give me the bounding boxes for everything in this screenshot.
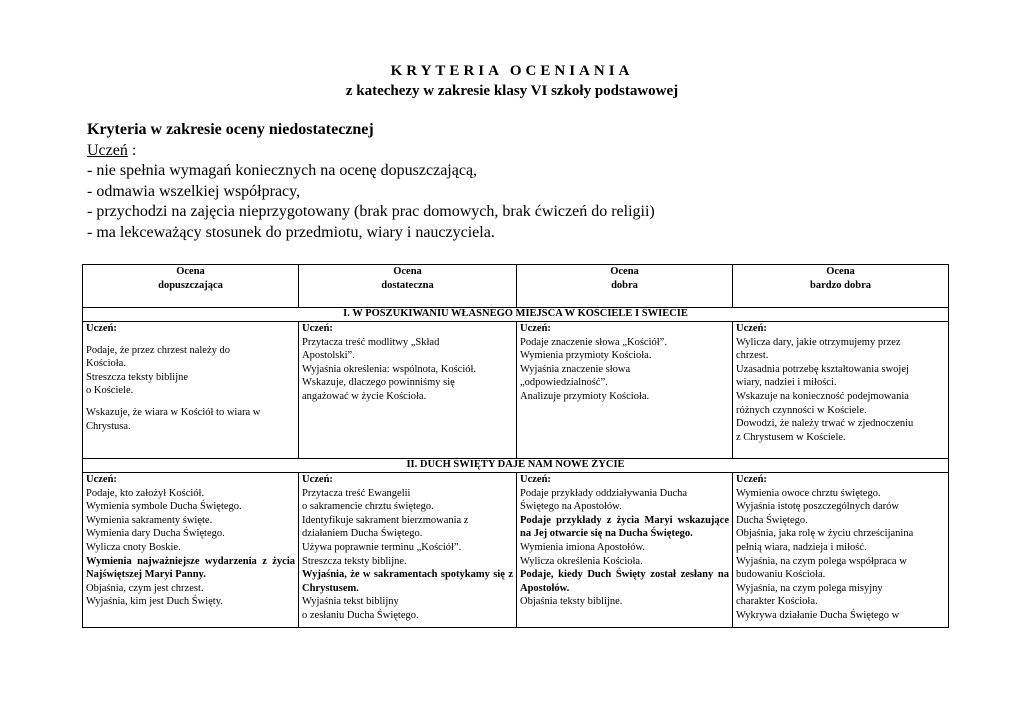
document-title: KRYTERIA OCENIANIA — [390, 63, 634, 79]
uczen-label: Uczeń — [87, 141, 128, 159]
section-title-row — [83, 459, 949, 473]
criteria-item: - odmawia wszelkiej współpracy, — [87, 182, 301, 200]
table-header-row — [83, 265, 949, 308]
table-cell: Uczeń: Przytacza treść Ewangelii o sakramencie chrztu świętego. Identyfikuje sakrament bierzmowania z działaniem Ducha Świętego. Używa poprawnie terminu „Kościół”. Streszcza teksty biblijne. Wyjaśnia, że w sakramentach spotykamy się z Chrystusem. Wyjaśnia tekst biblijny o zesłaniu Ducha Świętego. — [299, 473, 517, 628]
criteria-item: - ma lekceważący stosunek do przedmiotu, wiary i nauczyciela. — [87, 223, 495, 241]
section-title: I. W POSZUKIWANIU WŁASNEGO MIEJSCA W KOŚCIELE I ŚWIECIE — [83, 308, 949, 322]
table-cell: Uczeń: Podaje, kto założył Kościół. Wymienia symbole Ducha Świętego. Wymienia sakramenty święte. Wymienia dary Ducha Świętego. Wylicza cnoty Boskie. Wymienia najważniejsze wydarzenia z życia Najświętszej Maryi Panny. Objaśnia, czym jest chrzest. Wyjaśnia, kim jest Duch Święty. — [83, 473, 299, 628]
section-title-row — [83, 308, 949, 322]
uczen-line — [87, 141, 655, 162]
table-row — [83, 473, 949, 628]
table-cell: Uczeń: Wylicza dary, jakie otrzymujemy przez chrzest. Uzasadnia potrzebę kształtowania swojej wiary, nadziei i miłości. Wskazuje na konieczność podejmowania różnych czynności w Kościele. Dowodzi, że należy trwać w zjednoczeniu z Chrystusem w Kościele. — [733, 322, 949, 459]
insufficient-criteria — [87, 120, 655, 243]
section-title: II. DUCH ŚWIĘTY DAJE NAM NOWE ŻYCIE — [83, 459, 949, 473]
table-row — [83, 322, 949, 459]
header-cell: Ocena dobra — [517, 265, 733, 308]
insufficient-heading: Kryteria w zakresie oceny niedostatecznej — [87, 121, 374, 138]
uczen-suffix: : — [127, 141, 137, 159]
table-cell: Uczeń: Przytacza treść modlitwy „Skład Apostolski”. Wyjaśnia określenia: wspólnota, Kościół. Wskazuje, dlaczego powinniśmy się angażować w życie Kościoła. — [299, 322, 517, 459]
header-cell: Ocena dopuszczająca — [83, 265, 299, 308]
document-subtitle: z katechezy w zakresie klasy VI szkoły podstawowej — [345, 83, 679, 99]
criteria-item: - nie spełnia wymagań koniecznych na ocenę dopuszczającą, — [87, 162, 478, 179]
header-cell: Ocena bardzo dobra — [733, 265, 949, 308]
table-cell: Uczeń: Podaje, że przez chrzest należy do Kościoła. Streszcza teksty biblijne o Kościele. Wskazuje, że wiara w Kościół to wiara w Chrystusa. — [83, 322, 299, 459]
criteria-item: - przychodzi na zajęcia nieprzygotowany (brak prac domowych, brak ćwiczeń do religii) — [87, 203, 655, 220]
table-cell: Uczeń: Wymienia owoce chrztu świętego. Wyjaśnia istotę poszczególnych darów Ducha Świętego. Objaśnia, jaka rolę w życiu chrześcijanina pełnią wiara, nadzieja i miłość. Wyjaśnia, na czym polega współpraca w budowaniu Kościoła. Wyjaśnia, na czym polega misyjny charakter Kościoła. Wykrywa działanie Ducha Świętego w — [733, 473, 949, 628]
grading-table — [82, 264, 949, 628]
table-cell: Uczeń: Podaje znaczenie słowa „Kościół”. Wymienia przymioty Kościoła. Wyjaśnia znaczenie słowa „odpowiedzialność”. Analizuje przymioty Kościoła. — [517, 322, 733, 459]
header-cell: Ocena dostateczna — [299, 265, 517, 308]
table-cell: Uczeń: Podaje przykłady oddziaływania Ducha Świętego na Apostołów. Podaje przykłady z życia Maryi wskazujące na Jej otwarcie się na Ducha Świętego. Wymienia imiona Apostołów. Wylicza określenia Kościoła. Podaje, kiedy Duch Święty został zesłany na Apostołów. Objaśnia teksty biblijne. — [517, 473, 733, 628]
